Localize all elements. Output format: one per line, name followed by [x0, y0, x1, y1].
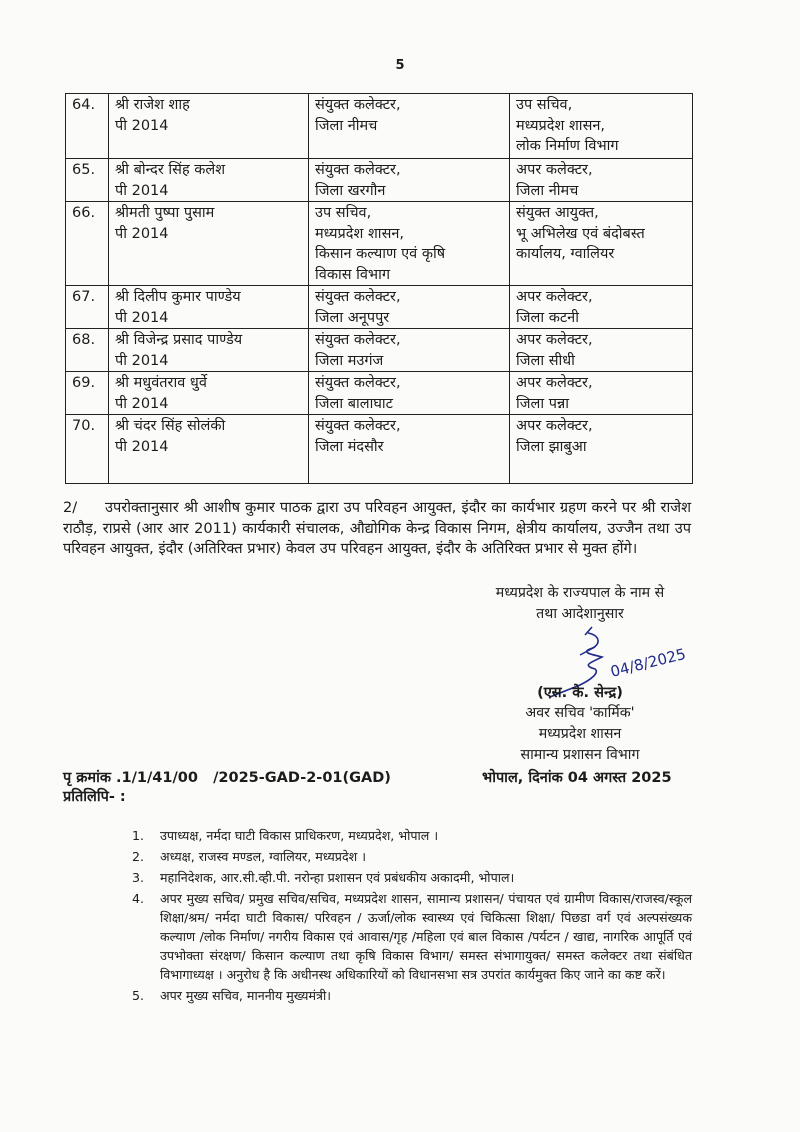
officer-name-cell-line: पी 2014: [115, 352, 169, 369]
current-posting-cell-line: विकास विभाग: [315, 266, 391, 283]
copy-list-text: अपर मुख्य सचिव/ प्रमुख सचिव/सचिव, मध्यप्रदेश शासन, सामान्य प्रशासन/ पंचायत एवं ग्रामीण विकास/राजस्व/स्कूल शिक्षा/श्रम/ नर्मदा घाटी विकास/ परिवहन / ऊर्जा/लोक स्वास्थ्य एवं चिकित्सा शिक्षा/ पिछडा वर्ग एवं अल्पसंख्यक कल्याण /लोक निर्माण/ नगरीय विकास एवं आवास/गृह /महिला एवं बाल विकास /पर्यटन / खाद्य, नागरिक आपूर्ति एवं उपभोक्ता संरक्षण/ किसान कल्याण तथा कृषि विकास विभाग/ समस्त संभागायुक्त/ समस्त कलेक्टर तथा संबंधित विभागाध्यक्ष । अनुरोध है कि अधीनस्थ अधिकारियों को विधानसभा सत्र उपरांत कार्यमुक्त किए जाने का कष्ट करें।: [160, 891, 692, 982]
current-posting-cell-line: संयुक्त कलेक्टर,: [315, 97, 401, 113]
table-row: [66, 372, 693, 415]
paragraph-2: [63, 498, 691, 560]
copy-list-text: महानिदेशक, आर.सी.व्ही.पी. नरोन्हा प्रशासन एवं प्रबंधकीय अकादमी, भोपाल।: [160, 870, 515, 885]
current-posting-cell-line: जिला खरगौन: [315, 182, 386, 199]
current-posting-cell-line: संयुक्त कलेक्टर,: [315, 332, 401, 348]
new-posting-cell-line: लोक निर्माण विभाग: [516, 138, 619, 154]
serial-number-cell: [66, 372, 109, 415]
handwritten-date: 04/8/2025: [608, 644, 688, 681]
new-posting-cell-line: जिला पन्ना: [516, 395, 569, 412]
officer-name-cell-line: पी 2014: [115, 182, 169, 199]
serial-number-cell: [66, 329, 109, 372]
paragraph-number: 2/: [63, 499, 78, 516]
new-posting-cell: [510, 159, 693, 202]
serial-number-cell-line: 68.: [72, 332, 96, 348]
officer-name-cell-line: श्री बोन्दर सिंह कलेश: [115, 162, 226, 178]
copy-list-number: 1.: [132, 828, 145, 843]
serial-number-cell: [66, 94, 109, 159]
new-posting-cell-line: अपर कलेक्टर,: [516, 375, 593, 391]
serial-number-cell-line: 67.: [72, 289, 96, 305]
copy-list-number: 2.: [132, 849, 145, 864]
current-posting-cell-line: संयुक्त कलेक्टर,: [315, 162, 401, 178]
officer-name-cell: [109, 202, 309, 286]
serial-number-cell-line: 70.: [72, 418, 96, 434]
serial-number-cell-line: 64.: [72, 97, 96, 113]
current-posting-cell: [309, 415, 510, 484]
copy-list-text: उपाध्यक्ष, नर्मदा घाटी विकास प्राधिकरण, मध्यप्रदेश, भोपाल ।: [160, 828, 439, 843]
officer-name-cell: [109, 159, 309, 202]
new-posting-cell-line: संयुक्त आयुक्त,: [516, 205, 599, 221]
officer-name-cell-line: पी 2014: [115, 395, 169, 412]
officer-name-cell-line: श्री चंदर सिंह सोलंकी: [115, 418, 226, 434]
signatory-government: मध्यप्रदेश शासन: [538, 726, 622, 742]
officer-name-cell-line: श्री राजेश शाह: [115, 97, 190, 113]
officer-name-cell-line: श्री विजेन्द्र प्रसाद पाण्डेय: [115, 332, 243, 348]
serial-number-cell-line: 66.: [72, 205, 96, 221]
serial-number-cell: [66, 415, 109, 484]
officer-name-cell: [109, 372, 309, 415]
current-posting-cell: [309, 202, 510, 286]
officer-name-cell-line: पी 2014: [115, 309, 169, 326]
transfer-table: [65, 93, 693, 484]
copy-list: [132, 826, 692, 1007]
signatory-department: सामान्य प्रशासन विभाग: [520, 747, 640, 763]
officer-name-cell-line: पी 2014: [115, 225, 169, 242]
copy-list-number: 3.: [132, 870, 145, 885]
current-posting-cell: [309, 329, 510, 372]
new-posting-cell-line: जिला सीधी: [516, 352, 575, 369]
current-posting-cell: [309, 372, 510, 415]
current-posting-cell: [309, 159, 510, 202]
current-posting-cell-line: जिला अनूपपुर: [315, 309, 390, 326]
copy-list-item: [132, 889, 692, 984]
table-row: [66, 94, 693, 159]
current-posting-cell-line: जिला मउगंज: [315, 352, 384, 369]
serial-number-cell-line: 69.: [72, 375, 96, 391]
new-posting-cell-line: उप सचिव,: [516, 97, 573, 113]
current-posting-cell-line: जिला बालाघाट: [315, 395, 393, 412]
copy-list-item: [132, 826, 692, 845]
copy-list-item: [132, 986, 692, 1005]
officer-name-cell: [109, 329, 309, 372]
current-posting-cell-line: मध्यप्रदेश शासन,: [315, 225, 405, 242]
current-posting-cell: [309, 94, 510, 159]
serial-number-cell: [66, 159, 109, 202]
authority-line-2: तथा आदेशानुसार: [536, 606, 624, 622]
table-row: [66, 415, 693, 484]
officer-name-cell-line: पी 2014: [115, 438, 169, 455]
current-posting-cell-line: संयुक्त कलेक्टर,: [315, 289, 401, 305]
current-posting-cell-line: जिला मंदसौर: [315, 438, 384, 455]
officer-name-cell: [109, 415, 309, 484]
signatory-name: (एस. के. सेन्द्र): [537, 684, 623, 701]
current-posting-cell-line: उप सचिव,: [315, 205, 372, 221]
serial-number-cell: [66, 202, 109, 286]
new-posting-cell-line: अपर कलेक्टर,: [516, 418, 593, 434]
new-posting-cell-line: अपर कलेक्टर,: [516, 289, 593, 305]
page-number: 5: [395, 58, 405, 73]
officer-name-cell-line: श्री मधुवंतराव धुर्वे: [115, 375, 207, 391]
officer-name-cell: [109, 286, 309, 329]
copy-list-number: 5.: [132, 988, 145, 1003]
issue-date: भोपाल, दिनांक 04 अगस्त 2025: [482, 770, 672, 786]
new-posting-cell: [510, 415, 693, 484]
officer-name-cell-line: पी 2014: [115, 117, 169, 134]
table-row: [66, 159, 693, 202]
new-posting-cell: [510, 94, 693, 159]
copy-to-label: प्रतिलिपि- :: [63, 789, 126, 805]
new-posting-cell: [510, 372, 693, 415]
current-posting-cell-line: संयुक्त कलेक्टर,: [315, 418, 401, 434]
officer-name-cell: [109, 94, 309, 159]
authority-line-1: मध्यप्रदेश के राज्यपाल के नाम से: [495, 585, 665, 601]
new-posting-cell-line: अपर कलेक्टर,: [516, 162, 593, 178]
new-posting-cell-line: जिला झाबुआ: [516, 438, 587, 455]
signatory-designation: अवर सचिव 'कार्मिक': [525, 705, 635, 721]
new-posting-cell-line: जिला नीमच: [516, 182, 579, 199]
officer-name-cell-line: श्रीमती पुष्पा पुसाम: [115, 205, 215, 221]
new-posting-cell-line: भू अभिलेख एवं बंदोबस्त: [516, 225, 645, 242]
new-posting-cell: [510, 286, 693, 329]
new-posting-cell-line: मध्यप्रदेश शासन,: [516, 117, 606, 134]
new-posting-cell: [510, 202, 693, 286]
table-row: [66, 286, 693, 329]
new-posting-cell: [510, 329, 693, 372]
current-posting-cell-line: संयुक्त कलेक्टर,: [315, 375, 401, 391]
copy-list-text: अध्यक्ष, राजस्व मण्डल, ग्वालियर, मध्यप्रदेश ।: [160, 849, 366, 864]
table-row: [66, 329, 693, 372]
serial-number-cell-line: 65.: [72, 162, 96, 178]
current-posting-cell-line: जिला नीमच: [315, 117, 378, 134]
copy-list-number: 4.: [132, 891, 145, 906]
copy-list-item: [132, 847, 692, 866]
current-posting-cell: [309, 286, 510, 329]
current-posting-cell-line: किसान कल्याण एवं कृषि: [315, 246, 446, 262]
copy-list-text: अपर मुख्य सचिव, माननीय मुख्यमंत्री।: [160, 988, 331, 1003]
table-row: [66, 202, 693, 286]
new-posting-cell-line: अपर कलेक्टर,: [516, 332, 593, 348]
reference-number: पृ क्रमांक .1/1/41/00 /2025-GAD-2-01(GAD): [63, 770, 391, 786]
copy-list-item: [132, 868, 692, 887]
serial-number-cell: [66, 286, 109, 329]
officer-name-cell-line: श्री दिलीप कुमार पाण्डेय: [115, 289, 241, 305]
paragraph-text: उपरोक्तानुसार श्री आशीष कुमार पाठक द्वारा उप परिवहन आयुक्त, इंदौर का कार्यभार ग्रहण करने पर श्री राजेश राठौड़, राप्रसे (आर आर 2011) कार्यकारी संचालक, औद्योगिक केन्द्र विकास निगम, क्षेत्रीय कार्यालय, उज्जैन तथा उप परिवहन आयुक्त, इंदौर (अतिरिक्त प्रभार) केवल उप परिवहन आयुक्त, इंदौर के अतिरिक्त प्रभार से मुक्त होंगे।: [63, 499, 691, 557]
new-posting-cell-line: जिला कटनी: [516, 309, 579, 326]
new-posting-cell-line: कार्यालय, ग्वालियर: [516, 246, 615, 262]
